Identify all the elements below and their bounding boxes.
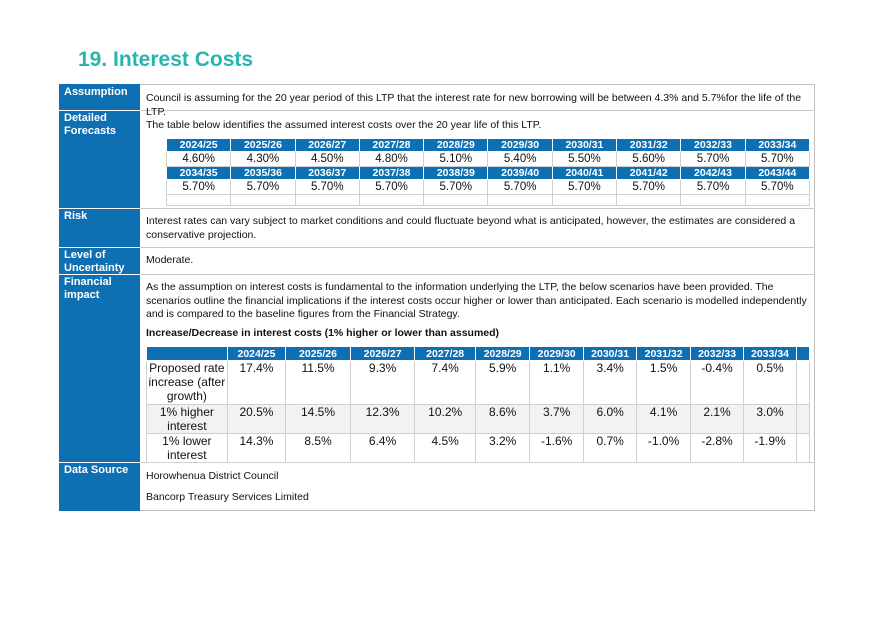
forecast-years-row-2 <box>167 167 810 180</box>
year-header: 2026/27 <box>350 347 415 361</box>
impact-row-lower <box>147 434 810 463</box>
value-cell: -1.0% <box>637 434 690 463</box>
impact-header-row <box>147 347 810 361</box>
value-cell: 3.2% <box>475 434 529 463</box>
year-cell: 2038/39 <box>424 167 488 180</box>
value-cell: 3.0% <box>744 405 796 434</box>
value-cell: 10.2% <box>415 405 476 434</box>
year-cell: 2043/44 <box>745 167 809 180</box>
impact-row-higher <box>147 405 810 434</box>
value-cell: 14.3% <box>227 434 286 463</box>
year-cell: 2029/30 <box>488 139 552 152</box>
uncertainty-text: Moderate. <box>146 254 194 266</box>
value-cell: 6.0% <box>583 405 636 434</box>
value-cell: 14.5% <box>286 405 351 434</box>
row-divider <box>140 247 815 248</box>
value-cell: -2.8% <box>690 434 743 463</box>
row-divider <box>140 274 815 275</box>
value-cell: 17.4% <box>227 361 286 405</box>
value-cell: 6.4% <box>350 434 415 463</box>
year-header: 2025/26 <box>286 347 351 361</box>
rate-cell: 5.70% <box>681 152 745 167</box>
impact-table <box>146 346 810 463</box>
row-label: 1% higher interest <box>147 405 228 434</box>
year-cell: 2025/26 <box>231 139 295 152</box>
value-cell: -1.6% <box>530 434 583 463</box>
rate-cell: 5.70% <box>681 180 745 195</box>
data-source-2: Bancorp Treasury Services Limited <box>146 491 309 503</box>
label-risk: Risk <box>64 210 88 222</box>
rate-cell: 5.70% <box>745 152 809 167</box>
value-cell: 1.1% <box>530 361 583 405</box>
year-cell: 2026/27 <box>295 139 359 152</box>
value-cell: 8.5% <box>286 434 351 463</box>
forecast-table <box>166 138 810 206</box>
year-header: 2024/25 <box>227 347 286 361</box>
year-header: 2028/29 <box>475 347 529 361</box>
value-cell: 3.7% <box>530 405 583 434</box>
forecast-spacer-row <box>167 195 810 206</box>
year-cell: 2041/42 <box>617 167 681 180</box>
value-cell: -1.9% <box>744 434 796 463</box>
year-header: 2031/32 <box>637 347 690 361</box>
year-cell: 2036/37 <box>295 167 359 180</box>
forecast-intro: The table below identifies the assumed interest costs over the 20 year life of this LTP. <box>146 119 542 131</box>
forecast-years-row-1 <box>167 139 810 152</box>
forecast-rates-row-2 <box>167 180 810 195</box>
impact-text: As the assumption on interest costs is fundamental to the information underlying the LTP, the below scenarios have been provided. The scenarios outline the financial implications if the interest costs occur higher or lower than anticipated. Each scenario is modelled independently and is compared to the baseline figures from the Financial Strategy. <box>146 281 807 320</box>
year-cell: 2032/33 <box>681 139 745 152</box>
label-detailed-forecasts: Detailed Forecasts <box>64 112 116 137</box>
label-assumption: Assumption <box>64 86 128 98</box>
rate-cell: 5.70% <box>167 180 231 195</box>
year-cell: 2033/34 <box>745 139 809 152</box>
value-cell: 4.1% <box>637 405 690 434</box>
rate-cell: 4.30% <box>231 152 295 167</box>
rate-cell: 5.10% <box>424 152 488 167</box>
rate-cell: 4.80% <box>359 152 423 167</box>
value-cell: -0.4% <box>690 361 743 405</box>
rate-cell: 5.40% <box>488 152 552 167</box>
value-cell: 8.6% <box>475 405 529 434</box>
rate-cell: 5.70% <box>552 180 616 195</box>
data-source-1: Horowhenua District Council <box>146 470 279 482</box>
year-header: 2032/33 <box>690 347 743 361</box>
year-cell: 2039/40 <box>488 167 552 180</box>
year-cell: 2024/25 <box>167 139 231 152</box>
value-cell: 5.9% <box>475 361 529 405</box>
row-label: 1% lower interest <box>147 434 228 463</box>
year-cell: 2042/43 <box>681 167 745 180</box>
rate-cell: 5.70% <box>359 180 423 195</box>
rate-cell: 5.60% <box>617 152 681 167</box>
value-cell: 0.5% <box>744 361 796 405</box>
year-cell: 2034/35 <box>167 167 231 180</box>
year-cell: 2031/32 <box>617 139 681 152</box>
year-header: 2030/31 <box>583 347 636 361</box>
rate-cell: 5.70% <box>745 180 809 195</box>
year-cell: 2037/38 <box>359 167 423 180</box>
page-title: 19. Interest Costs <box>78 48 254 71</box>
forecast-rates-row-1 <box>167 152 810 167</box>
impact-heading: Increase/Decrease in interest costs (1% higher or lower than assumed) <box>146 327 500 339</box>
value-cell: 2.1% <box>690 405 743 434</box>
row-divider <box>140 208 815 209</box>
rate-cell: 5.50% <box>552 152 616 167</box>
year-cell: 2040/41 <box>552 167 616 180</box>
impact-row-proposed <box>147 361 810 405</box>
year-header: 2033/34 <box>744 347 796 361</box>
rate-cell: 4.50% <box>295 152 359 167</box>
year-cell: 2035/36 <box>231 167 295 180</box>
assumption-text: Council is assuming for the 20 year period of this LTP that the interest rate for new borrowing will be between 4.3% and 5.7%for the life of the LTP. <box>146 92 802 118</box>
rate-cell: 5.70% <box>488 180 552 195</box>
year-cell: 2027/28 <box>359 139 423 152</box>
row-label: Proposed rate increase (after growth) <box>147 361 228 405</box>
risk-text: Interest rates can vary subject to market conditions and could fluctuate beyond what is anticipated, however, the estimates are considered a conservative projection. <box>146 215 796 241</box>
value-cell: 12.3% <box>350 405 415 434</box>
rate-cell: 5.70% <box>424 180 488 195</box>
value-cell: 9.3% <box>350 361 415 405</box>
label-data-source: Data Source <box>64 464 129 476</box>
label-financial-impact: Financial impact <box>64 276 112 301</box>
label-level-of-uncertainty: Level of Uncertainty <box>64 249 125 274</box>
value-cell: 20.5% <box>227 405 286 434</box>
value-cell: 0.7% <box>583 434 636 463</box>
value-cell: 4.5% <box>415 434 476 463</box>
value-cell: 11.5% <box>286 361 351 405</box>
year-cell: 2030/31 <box>552 139 616 152</box>
rate-cell: 5.70% <box>231 180 295 195</box>
rate-cell: 4.60% <box>167 152 231 167</box>
corner-cell <box>147 347 228 361</box>
year-header: 2027/28 <box>415 347 476 361</box>
year-header: 2029/30 <box>530 347 583 361</box>
value-cell: 7.4% <box>415 361 476 405</box>
value-cell: 1.5% <box>637 361 690 405</box>
rate-cell: 5.70% <box>617 180 681 195</box>
value-cell: 3.4% <box>583 361 636 405</box>
rate-cell: 5.70% <box>295 180 359 195</box>
year-cell: 2028/29 <box>424 139 488 152</box>
